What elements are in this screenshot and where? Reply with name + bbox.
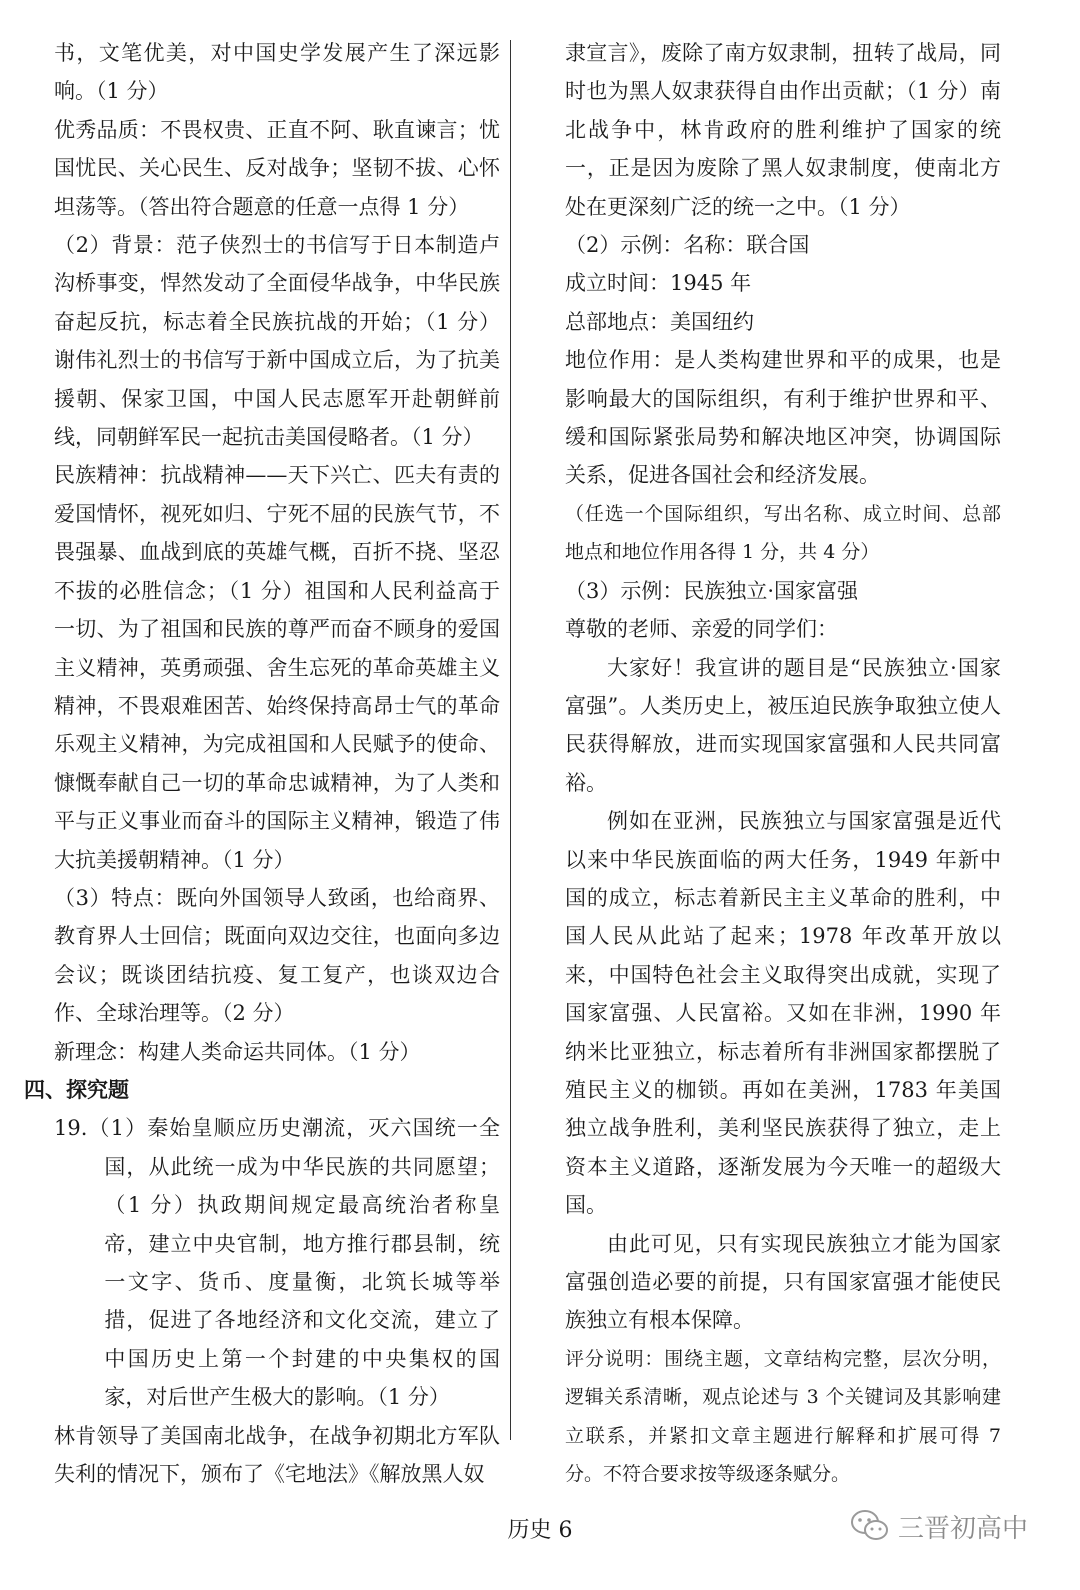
paragraph: 成立时间：1945 年 bbox=[565, 271, 752, 296]
page-footer: 历史 6 bbox=[507, 1518, 573, 1543]
right-column bbox=[565, 34, 1001, 1493]
paragraph: 大家好！我宣讲的题目是“民族独立·国家富强”。人类历史上，被压迫民族争取独立使人民获得解放，进而实现国家富强和人民共同富裕。 bbox=[565, 655, 1001, 795]
paragraph: 例如在亚洲，民族独立与国家富强是近代以来中华民族面临的两大任务，1949 年新中国的成立，标志着新民主主义革命的胜利，中国人民从此站了起来；1978 年改革开放以来，中国特色社会主义取得突出成就，实现了国家富强、人民富裕。又如在非洲，1990 年纳米比亚独立，标志着所有非洲国家都摆脱了殖民主义的枷锁。再如在美洲，1783 年美国独立战争胜利，美利坚民族获得了独立，走上资本主义道路，逐渐发展为今天唯一的超级大国。 bbox=[565, 809, 1001, 1218]
paragraph: 民族精神：抗战精神——天下兴亡、匹夫有责的爱国情怀，视死如归、宁死不屈的民族气节，不畏强暴、血战到底的英雄气概，百折不挠、坚忍不拔的必胜信念；（1 分）祖国和人民利益高于一切、为了祖国和民族的尊严而奋不顾身的爱国主义精神，英勇顽强、舍生忘死的革命英雄主义精神，不畏艰难困苦、始终保持高昂士气的革命乐观主义精神，为完成祖国和人民赋予的使命、慷慨奉献自己一切的革命忠诚精神，为了人类和平与正义事业而奋斗的国际主义精神，锻造了伟大抗美援朝精神。（1 分） bbox=[54, 463, 500, 872]
paragraph: （3）示例：民族独立·国家富强 bbox=[565, 578, 859, 603]
left-column bbox=[24, 34, 500, 1493]
scoring-note: （任选一个国际组织，写出名称、成立时间、总部地点和地位作用各得 1 分，共 4 分） bbox=[565, 502, 1001, 564]
column-divider bbox=[510, 40, 511, 1440]
paragraph: 隶宣言》，废除了南方奴隶制，扭转了战局，同时也为黑人奴隶获得自由作出贡献；（1 分）南北战争中，林肯政府的胜利维护了国家的统一，正是因为废除了黑人奴隶制度，使南北方处在更深刻广泛的统一之中。（1 分） bbox=[565, 41, 1001, 219]
wechat-logo-icon bbox=[850, 1509, 890, 1543]
scoring-note: 评分说明：围绕主题，文章结构完整，层次分明，逻辑关系清晰，观点论述与 3 个关键词及其影响建立联系，并紧扣文章主题进行解释和扩展可得 7 分。不符合要求按等级逐条赋分。 bbox=[565, 1347, 1001, 1486]
section-heading: 四、探究题 bbox=[24, 1076, 129, 1102]
paragraph: （2）背景：范子侠烈士的书信写于日本制造卢沟桥事变，悍然发动了全面侵华战争，中华民族奋起反抗，标志着全民族抗战的开始；（1 分）谢伟礼烈士的书信写于新中国成立后，为了抗美援朝、保家卫国，中国人民志愿军开赴朝鲜前线，同朝鲜军民一起抗击美国侵略者。（1 分） bbox=[54, 233, 500, 450]
paragraph: 优秀品质：不畏权贵、正直不阿、耿直谏言；忧国忧民、关心民生、反对战争；坚韧不拔、心怀坦荡等。（答出符合题意的任意一点得 1 分） bbox=[54, 117, 500, 219]
paragraph: 地位作用：是人类构建世界和平的成果，也是影响最大的国际组织，有利于维护世界和平、缓和国际紧张局势和解决地区冲突，协调国际关系，促进各国社会和经济发展。 bbox=[565, 348, 1001, 488]
paragraph: 总部地点：美国纽约 bbox=[565, 309, 754, 334]
paragraph: 尊敬的老师、亲爱的同学们： bbox=[565, 617, 838, 642]
paragraph: 由此可见，只有实现民族独立才能为国家富强创造必要的前提，只有国家富强才能使民族独立有根本保障。 bbox=[565, 1231, 1001, 1333]
paragraph: （3）特点：既向外国领导人致函，也给商界、教育界人士回信；既面向双边交往，也面向多边会议；既谈团结抗疫、复工复产，也谈双边合作、全球治理等。（2 分） bbox=[54, 885, 500, 1026]
paragraph: 林肯领导了美国南北战争，在战争初期北方军队失利的情况下，颁布了《宅地法》《解放黑人奴 bbox=[54, 1423, 500, 1487]
paragraph: 书，文笔优美，对中国史学发展产生了深远影响。（1 分） bbox=[54, 41, 500, 104]
paragraph: 新理念：构建人类命运共同体。（1 分） bbox=[54, 1039, 421, 1064]
watermark-text: 三晋初高中 bbox=[897, 1513, 1028, 1544]
paragraph: （2）示例：名称：联合国 bbox=[565, 233, 810, 258]
question-answer: 19.（1）秦始皇顺应历史潮流，灭六国统一全国，从此统一成为中华民族的共同愿望；（1 分）执政期间规定最高统治者称皇帝，建立中央官制，地方推行郡县制，统一文字、货币、度量衡，北筑长城等举措，促进了各地经济和文化交流，建立了中国历史上第一个封建的中央集权的国家，对后世产生极大的影响。（1 分） bbox=[54, 1116, 500, 1410]
watermark bbox=[850, 1506, 1028, 1546]
